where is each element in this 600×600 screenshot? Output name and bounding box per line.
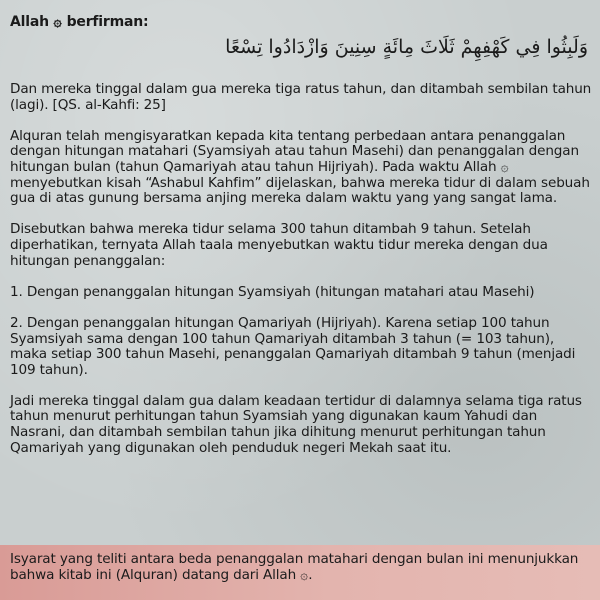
conclusion-banner [0, 545, 600, 600]
intro-heading: Allah ۞ berfirman: [10, 14, 149, 30]
paragraph-summary: Jadi mereka tinggal dalam gua dalam keadaan tertidur di dalamnya selama tiga ratus tahun menurut perhitungan tahun Syamsiah yang digunakan kaum Yahudi dan Nasrani, dan ditambah sembilan tahun jika dihitung menurut perhitungan tahun Qamariyah yang digunakan oleh penduduk negeri Mekah saat itu. [10, 392, 582, 456]
paragraph-sleep-duration: Disebutkan bahwa mereka tidur selama 300 tahun ditambah 9 tahun. Setelah diperhatikan, ternyata Allah taala menyebutkan waktu tidur mereka dengan dua hitungan penanggalan: [10, 221, 548, 269]
article-body [10, 82, 592, 472]
list-item-syamsiyah: 1. Dengan penanggalan hitungan Syamsiyah (hitungan matahari atau Masehi) [10, 283, 535, 300]
verse-translation: Dan mereka tinggal dalam gua mereka tiga ratus tahun, dan ditambah sembilan tahun (lagi). [QS. al-Kahfi: 25] [10, 81, 592, 113]
paragraph-calendar-difference: Alquran telah mengisyaratkan kepada kita tentang perbedaan antara penanggalan dengan hitungan matahari (Syamsiyah atau tahun Masehi) dan penanggalan dengan hitungan bulan (tahun Qamariyah atau tahun Hijriyah). Pada waktu Allah ۞ menyebutkan kisah “Ashabul Kahfim” dijelaskan, bahwa mereka tidur di dalam sebuah gua di atas gunung bersama anjing mereka dalam waktu yang yang sangat lama. [10, 127, 590, 207]
list-item-qamariyah: 2. Dengan penanggalan hitungan Qamariyah (Hijriyah). Karena setiap 100 tahun Syamsiyah sama dengan 100 tahun Qamariyah ditambah 3 tahun (= 103 tahun), maka setiap 300 tahun Masehi, penanggalan Qamariyah ditambah 9 tahun (menjadi 109 tahun). [10, 314, 576, 378]
arabic-verse: وَلَبِثُوا فِي كَهْفِهِمْ ثَلَاثَ مِائَةٍ سِنِينَ وَازْدَادُوا تِسْعًا [225, 36, 588, 58]
conclusion-text: Isyarat yang teliti antara beda penanggalan matahari dengan bulan ini menunjukkan bahwa kitab ini (Alquran) datang dari Allah ۞. [10, 551, 579, 583]
